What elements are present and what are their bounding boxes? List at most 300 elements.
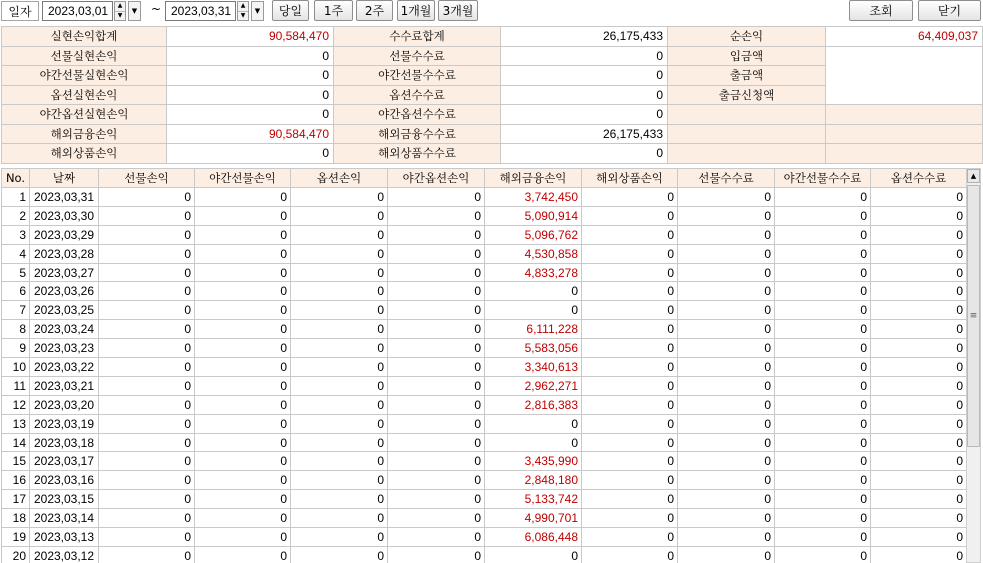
table-cell: 0 bbox=[388, 452, 485, 471]
column-header[interactable]: 야간선물수수료 bbox=[775, 169, 871, 188]
table-cell: 5,090,914 bbox=[485, 206, 582, 225]
table-cell: 0 bbox=[678, 225, 775, 244]
table-cell: 0 bbox=[678, 490, 775, 509]
table-row[interactable] bbox=[2, 471, 967, 490]
table-cell: 0 bbox=[678, 301, 775, 320]
table-cell: 0 bbox=[195, 244, 291, 263]
table-cell: 0 bbox=[582, 414, 678, 433]
realized-total-label: 실현손익합계 bbox=[2, 27, 167, 47]
withdraw-request-label: 출금신청액 bbox=[668, 85, 826, 105]
table-cell: 0 bbox=[388, 376, 485, 395]
table-cell: 0 bbox=[871, 395, 967, 414]
table-cell: 0 bbox=[775, 320, 871, 339]
realized-total-value: 90,584,470 bbox=[167, 27, 334, 47]
table-cell: 0 bbox=[582, 528, 678, 547]
table-cell: 0 bbox=[775, 414, 871, 433]
close-button[interactable]: 닫기 bbox=[918, 0, 981, 21]
table-cell: 1 bbox=[2, 188, 30, 207]
table-cell: 2023,03,30 bbox=[30, 206, 99, 225]
deposit-withdraw-values bbox=[826, 46, 983, 105]
table-cell: 0 bbox=[388, 509, 485, 528]
fee-total-label: 수수료합계 bbox=[334, 27, 501, 47]
options-fee-value: 0 bbox=[501, 85, 668, 105]
table-cell: 0 bbox=[775, 263, 871, 282]
overseas-fin-fee-value: 26,175,433 bbox=[501, 124, 668, 144]
table-cell: 0 bbox=[485, 433, 582, 452]
table-cell: 2023,03,26 bbox=[30, 282, 99, 301]
table-row[interactable] bbox=[2, 414, 967, 433]
table-row[interactable] bbox=[2, 528, 967, 547]
table-cell: 11 bbox=[2, 376, 30, 395]
table-cell: 2023,03,13 bbox=[30, 528, 99, 547]
column-header[interactable]: 선물손익 bbox=[99, 169, 195, 188]
column-header[interactable]: No. bbox=[2, 169, 30, 188]
table-row[interactable] bbox=[2, 339, 967, 358]
grip-icon: ≡ bbox=[969, 311, 978, 321]
table-cell: 4,990,701 bbox=[485, 509, 582, 528]
options-realized-label: 옵션실현손익 bbox=[2, 85, 167, 105]
table-cell: 0 bbox=[775, 358, 871, 377]
table-cell: 0 bbox=[871, 282, 967, 301]
table-cell: 13 bbox=[2, 414, 30, 433]
table-cell: 0 bbox=[678, 263, 775, 282]
table-cell: 0 bbox=[388, 206, 485, 225]
table-cell: 2 bbox=[2, 206, 30, 225]
table-cell: 0 bbox=[291, 188, 388, 207]
table-cell: 0 bbox=[388, 188, 485, 207]
start-date-dropdown-icon[interactable]: ▼ bbox=[128, 1, 141, 21]
table-cell: 0 bbox=[99, 509, 195, 528]
table-cell: 0 bbox=[195, 376, 291, 395]
table-cell: 0 bbox=[291, 225, 388, 244]
table-row[interactable] bbox=[2, 376, 967, 395]
table-cell: 0 bbox=[775, 395, 871, 414]
table-cell: 0 bbox=[582, 263, 678, 282]
date-label: 일자 bbox=[1, 1, 39, 21]
withdraw-label: 출금액 bbox=[668, 66, 826, 86]
grid-body bbox=[2, 188, 967, 563]
table-cell: 0 bbox=[582, 433, 678, 452]
table-cell: 0 bbox=[195, 282, 291, 301]
table-cell: 0 bbox=[582, 509, 678, 528]
options-realized-value: 0 bbox=[167, 85, 334, 105]
table-cell: 0 bbox=[195, 301, 291, 320]
column-header[interactable]: 날짜 bbox=[30, 169, 99, 188]
table-cell: 0 bbox=[195, 395, 291, 414]
table-cell: 0 bbox=[485, 282, 582, 301]
table-cell: 0 bbox=[582, 358, 678, 377]
table-cell: 0 bbox=[871, 452, 967, 471]
table-cell: 0 bbox=[678, 339, 775, 358]
table-cell: 0 bbox=[678, 452, 775, 471]
table-cell: 0 bbox=[195, 188, 291, 207]
table-cell: 0 bbox=[582, 188, 678, 207]
table-cell: 0 bbox=[582, 301, 678, 320]
table-row[interactable] bbox=[2, 301, 967, 320]
scroll-thumb[interactable] bbox=[967, 185, 980, 447]
table-cell: 2023,03,20 bbox=[30, 395, 99, 414]
table-cell: 0 bbox=[291, 509, 388, 528]
daily-pl-table bbox=[1, 168, 966, 563]
table-cell: 0 bbox=[388, 414, 485, 433]
table-cell: 15 bbox=[2, 452, 30, 471]
table-cell: 0 bbox=[871, 320, 967, 339]
table-cell: 0 bbox=[291, 528, 388, 547]
empty-cell bbox=[668, 144, 826, 164]
table-cell: 0 bbox=[871, 414, 967, 433]
night-futures-realized-value: 0 bbox=[167, 66, 334, 86]
table-cell: 0 bbox=[678, 433, 775, 452]
column-header[interactable]: 해외상품손익 bbox=[582, 169, 678, 188]
table-cell: 0 bbox=[582, 490, 678, 509]
overseas-fin-fee-label: 해외금융수수료 bbox=[334, 124, 501, 144]
table-cell: 4,833,278 bbox=[485, 263, 582, 282]
table-cell: 0 bbox=[291, 206, 388, 225]
grid-header-row bbox=[2, 169, 967, 188]
table-cell: 0 bbox=[775, 433, 871, 452]
table-cell: 0 bbox=[388, 471, 485, 490]
table-cell: 0 bbox=[678, 206, 775, 225]
table-cell: 2,848,180 bbox=[485, 471, 582, 490]
table-cell: 0 bbox=[195, 509, 291, 528]
end-date-dropdown-icon[interactable]: ▼ bbox=[251, 1, 264, 21]
table-row[interactable] bbox=[2, 395, 967, 414]
column-header[interactable]: 선물수수료 bbox=[678, 169, 775, 188]
three-months-button[interactable]: 3개월 bbox=[438, 0, 478, 21]
table-cell: 0 bbox=[871, 433, 967, 452]
column-header[interactable]: 옵션손익 bbox=[291, 169, 388, 188]
table-row[interactable] bbox=[2, 452, 967, 471]
table-cell: 7 bbox=[2, 301, 30, 320]
table-cell: 0 bbox=[775, 528, 871, 547]
table-cell: 0 bbox=[195, 414, 291, 433]
table-cell: 0 bbox=[871, 206, 967, 225]
table-cell: 0 bbox=[388, 225, 485, 244]
table-cell: 0 bbox=[775, 225, 871, 244]
table-cell: 0 bbox=[775, 188, 871, 207]
table-cell: 0 bbox=[871, 339, 967, 358]
start-date-field[interactable]: 2023,03,01 bbox=[42, 1, 113, 21]
table-cell: 0 bbox=[291, 433, 388, 452]
table-cell: 0 bbox=[195, 433, 291, 452]
table-cell: 0 bbox=[871, 263, 967, 282]
table-cell: 0 bbox=[871, 471, 967, 490]
table-cell: 0 bbox=[871, 244, 967, 263]
spin-down-icon[interactable]: ▼ bbox=[238, 11, 248, 21]
table-cell: 0 bbox=[99, 206, 195, 225]
table-row[interactable] bbox=[2, 244, 967, 263]
table-cell: 2023,03,16 bbox=[30, 471, 99, 490]
table-cell: 0 bbox=[99, 490, 195, 509]
table-cell: 0 bbox=[388, 263, 485, 282]
table-cell: 0 bbox=[678, 546, 775, 563]
table-cell: 3 bbox=[2, 225, 30, 244]
table-cell: 2,962,271 bbox=[485, 376, 582, 395]
deposit-label: 입금액 bbox=[668, 46, 826, 66]
table-cell: 0 bbox=[678, 528, 775, 547]
table-cell: 0 bbox=[99, 282, 195, 301]
overseas-goods-pl-label: 해외상품손익 bbox=[2, 144, 167, 164]
futures-realized-label: 선물실현손익 bbox=[2, 46, 167, 66]
table-cell: 0 bbox=[775, 509, 871, 528]
table-cell: 0 bbox=[678, 376, 775, 395]
table-cell: 3,742,450 bbox=[485, 188, 582, 207]
empty-cell bbox=[668, 124, 826, 144]
table-cell: 4 bbox=[2, 244, 30, 263]
table-cell: 0 bbox=[99, 244, 195, 263]
table-cell: 0 bbox=[775, 206, 871, 225]
one-week-button[interactable]: 1주 bbox=[314, 0, 353, 21]
table-cell: 2023,03,21 bbox=[30, 376, 99, 395]
night-futures-fee-label: 야간선물수수료 bbox=[334, 66, 501, 86]
table-cell: 5,583,056 bbox=[485, 339, 582, 358]
table-cell: 6 bbox=[2, 282, 30, 301]
net-profit-value: 64,409,037 bbox=[826, 27, 983, 47]
table-row[interactable] bbox=[2, 433, 967, 452]
table-cell: 0 bbox=[582, 282, 678, 301]
start-date-spinner[interactable] bbox=[114, 1, 126, 21]
table-cell: 0 bbox=[678, 320, 775, 339]
table-cell: 12 bbox=[2, 395, 30, 414]
table-cell: 0 bbox=[582, 395, 678, 414]
table-cell: 0 bbox=[291, 320, 388, 339]
table-row[interactable] bbox=[2, 509, 967, 528]
end-date-spinner[interactable] bbox=[237, 1, 249, 21]
table-cell: 0 bbox=[388, 395, 485, 414]
table-cell: 4,530,858 bbox=[485, 244, 582, 263]
table-cell: 0 bbox=[582, 339, 678, 358]
table-cell: 2023,03,31 bbox=[30, 188, 99, 207]
table-cell: 0 bbox=[678, 358, 775, 377]
table-cell: 0 bbox=[291, 244, 388, 263]
table-cell: 0 bbox=[582, 320, 678, 339]
table-cell: 0 bbox=[99, 395, 195, 414]
table-cell: 0 bbox=[195, 546, 291, 563]
today-button[interactable]: 당일 bbox=[272, 0, 309, 21]
table-cell: 0 bbox=[388, 320, 485, 339]
table-cell: 0 bbox=[291, 339, 388, 358]
column-header[interactable]: 옵션수수료 bbox=[871, 169, 967, 188]
summary-row bbox=[2, 124, 983, 144]
table-cell: 0 bbox=[195, 225, 291, 244]
table-cell: 0 bbox=[582, 376, 678, 395]
table-cell: 16 bbox=[2, 471, 30, 490]
night-futures-fee-value: 0 bbox=[501, 66, 668, 86]
table-cell: 0 bbox=[388, 301, 485, 320]
table-cell: 0 bbox=[195, 263, 291, 282]
table-cell: 6,086,448 bbox=[485, 528, 582, 547]
table-cell: 0 bbox=[678, 282, 775, 301]
table-row[interactable] bbox=[2, 358, 967, 377]
table-cell: 2023,03,17 bbox=[30, 452, 99, 471]
table-cell: 0 bbox=[99, 452, 195, 471]
table-cell: 0 bbox=[871, 528, 967, 547]
table-cell: 0 bbox=[871, 301, 967, 320]
table-cell: 0 bbox=[195, 528, 291, 547]
table-cell: 0 bbox=[388, 433, 485, 452]
table-cell: 0 bbox=[195, 490, 291, 509]
night-options-fee-label: 야간옵션수수료 bbox=[334, 105, 501, 125]
table-cell: 0 bbox=[99, 471, 195, 490]
table-cell: 0 bbox=[99, 414, 195, 433]
table-cell: 0 bbox=[99, 528, 195, 547]
table-cell: 2023,03,22 bbox=[30, 358, 99, 377]
table-cell: 0 bbox=[291, 414, 388, 433]
table-cell: 0 bbox=[871, 358, 967, 377]
table-cell: 0 bbox=[291, 471, 388, 490]
table-cell: 6,111,228 bbox=[485, 320, 582, 339]
table-cell: 0 bbox=[388, 282, 485, 301]
table-cell: 2023,03,27 bbox=[30, 263, 99, 282]
table-cell: 2023,03,28 bbox=[30, 244, 99, 263]
table-row[interactable] bbox=[2, 206, 967, 225]
vertical-scrollbar[interactable] bbox=[966, 168, 981, 563]
table-cell: 0 bbox=[871, 509, 967, 528]
table-cell: 0 bbox=[582, 244, 678, 263]
table-cell: 0 bbox=[388, 546, 485, 563]
table-row[interactable] bbox=[2, 225, 967, 244]
table-cell: 0 bbox=[291, 263, 388, 282]
table-cell: 14 bbox=[2, 433, 30, 452]
options-fee-label: 옵션수수료 bbox=[334, 85, 501, 105]
table-cell: 0 bbox=[775, 471, 871, 490]
date-range-separator: ~ bbox=[151, 2, 162, 16]
night-options-fee-value: 0 bbox=[501, 105, 668, 125]
table-cell: 0 bbox=[195, 320, 291, 339]
table-cell: 0 bbox=[871, 490, 967, 509]
table-cell: 0 bbox=[485, 546, 582, 563]
two-weeks-button[interactable]: 2주 bbox=[356, 0, 393, 21]
table-cell: 2023,03,15 bbox=[30, 490, 99, 509]
table-cell: 2023,03,29 bbox=[30, 225, 99, 244]
table-row[interactable] bbox=[2, 282, 967, 301]
table-cell: 0 bbox=[291, 301, 388, 320]
table-row[interactable] bbox=[2, 263, 967, 282]
daily-pl-grid[interactable] bbox=[1, 168, 966, 563]
table-cell: 0 bbox=[99, 358, 195, 377]
end-date-field[interactable]: 2023,03,31 bbox=[165, 1, 236, 21]
table-cell: 0 bbox=[99, 301, 195, 320]
spin-down-icon[interactable]: ▼ bbox=[115, 11, 125, 21]
table-cell: 2023,03,18 bbox=[30, 433, 99, 452]
table-cell: 0 bbox=[775, 376, 871, 395]
table-cell: 10 bbox=[2, 358, 30, 377]
table-cell: 0 bbox=[871, 546, 967, 563]
table-cell: 17 bbox=[2, 490, 30, 509]
table-cell: 0 bbox=[388, 358, 485, 377]
table-row[interactable] bbox=[2, 490, 967, 509]
overseas-goods-pl-value: 0 bbox=[167, 144, 334, 164]
table-cell: 0 bbox=[195, 358, 291, 377]
table-cell: 0 bbox=[195, 471, 291, 490]
table-cell: 0 bbox=[582, 225, 678, 244]
table-cell: 0 bbox=[99, 320, 195, 339]
table-row[interactable] bbox=[2, 320, 967, 339]
fee-total-value: 26,175,433 bbox=[501, 27, 668, 47]
table-cell: 0 bbox=[775, 301, 871, 320]
night-futures-realized-label: 야간선물실현손익 bbox=[2, 66, 167, 86]
table-cell: 20 bbox=[2, 546, 30, 563]
spin-up-icon[interactable]: ▲ bbox=[240, 2, 246, 10]
table-cell: 0 bbox=[388, 528, 485, 547]
table-cell: 0 bbox=[678, 244, 775, 263]
futures-fee-value: 0 bbox=[501, 46, 668, 66]
table-cell: 0 bbox=[388, 244, 485, 263]
table-cell: 2023,03,19 bbox=[30, 414, 99, 433]
column-header[interactable]: 해외금융손익 bbox=[485, 169, 582, 188]
table-cell: 0 bbox=[678, 188, 775, 207]
table-cell: 2023,03,24 bbox=[30, 320, 99, 339]
table-cell: 9 bbox=[2, 339, 30, 358]
night-options-realized-value: 0 bbox=[167, 105, 334, 125]
table-cell: 3,435,990 bbox=[485, 452, 582, 471]
column-header[interactable]: 야간선물손익 bbox=[195, 169, 291, 188]
table-cell: 0 bbox=[291, 395, 388, 414]
table-cell: 0 bbox=[582, 471, 678, 490]
table-cell: 0 bbox=[388, 339, 485, 358]
table-cell: 2023,03,25 bbox=[30, 301, 99, 320]
table-cell: 0 bbox=[485, 301, 582, 320]
summary-row bbox=[2, 27, 983, 47]
table-cell: 0 bbox=[678, 509, 775, 528]
empty-cell bbox=[826, 144, 983, 164]
futures-fee-label: 선물수수료 bbox=[334, 46, 501, 66]
table-cell: 2023,03,23 bbox=[30, 339, 99, 358]
summary-table bbox=[1, 26, 983, 164]
table-row[interactable] bbox=[2, 188, 967, 207]
table-cell: 0 bbox=[678, 395, 775, 414]
table-cell: 0 bbox=[99, 263, 195, 282]
table-cell: 0 bbox=[678, 414, 775, 433]
table-cell: 0 bbox=[388, 490, 485, 509]
table-cell: 18 bbox=[2, 509, 30, 528]
table-cell: 0 bbox=[291, 452, 388, 471]
scroll-up-icon[interactable]: ▲ bbox=[967, 169, 980, 183]
table-cell: 5 bbox=[2, 263, 30, 282]
empty-cell bbox=[826, 105, 983, 125]
search-button[interactable]: 조회 bbox=[849, 0, 913, 21]
table-cell: 3,340,613 bbox=[485, 358, 582, 377]
empty-cell bbox=[826, 124, 983, 144]
table-cell: 2023,03,12 bbox=[30, 546, 99, 563]
table-cell: 19 bbox=[2, 528, 30, 547]
spin-up-icon[interactable]: ▲ bbox=[117, 2, 123, 10]
table-cell: 0 bbox=[485, 414, 582, 433]
table-cell: 5,096,762 bbox=[485, 225, 582, 244]
table-cell: 0 bbox=[582, 452, 678, 471]
table-cell: 0 bbox=[775, 490, 871, 509]
table-cell: 0 bbox=[291, 490, 388, 509]
table-cell: 0 bbox=[775, 244, 871, 263]
column-header[interactable]: 야간옵션손익 bbox=[388, 169, 485, 188]
net-profit-label: 순손익 bbox=[668, 27, 826, 47]
table-cell: 0 bbox=[775, 546, 871, 563]
table-cell: 2023,03,14 bbox=[30, 509, 99, 528]
one-month-button[interactable]: 1개월 bbox=[397, 0, 435, 21]
overseas-goods-fee-value: 0 bbox=[501, 144, 668, 164]
table-cell: 2,816,383 bbox=[485, 395, 582, 414]
table-cell: 0 bbox=[678, 471, 775, 490]
table-cell: 8 bbox=[2, 320, 30, 339]
overseas-goods-fee-label: 해외상품수수료 bbox=[334, 144, 501, 164]
table-cell: 0 bbox=[195, 452, 291, 471]
table-row[interactable] bbox=[2, 546, 967, 563]
overseas-fin-pl-value: 90,584,470 bbox=[167, 124, 334, 144]
overseas-fin-pl-label: 해외금융손익 bbox=[2, 124, 167, 144]
table-cell: 0 bbox=[871, 225, 967, 244]
table-cell: 0 bbox=[291, 358, 388, 377]
futures-realized-value: 0 bbox=[167, 46, 334, 66]
